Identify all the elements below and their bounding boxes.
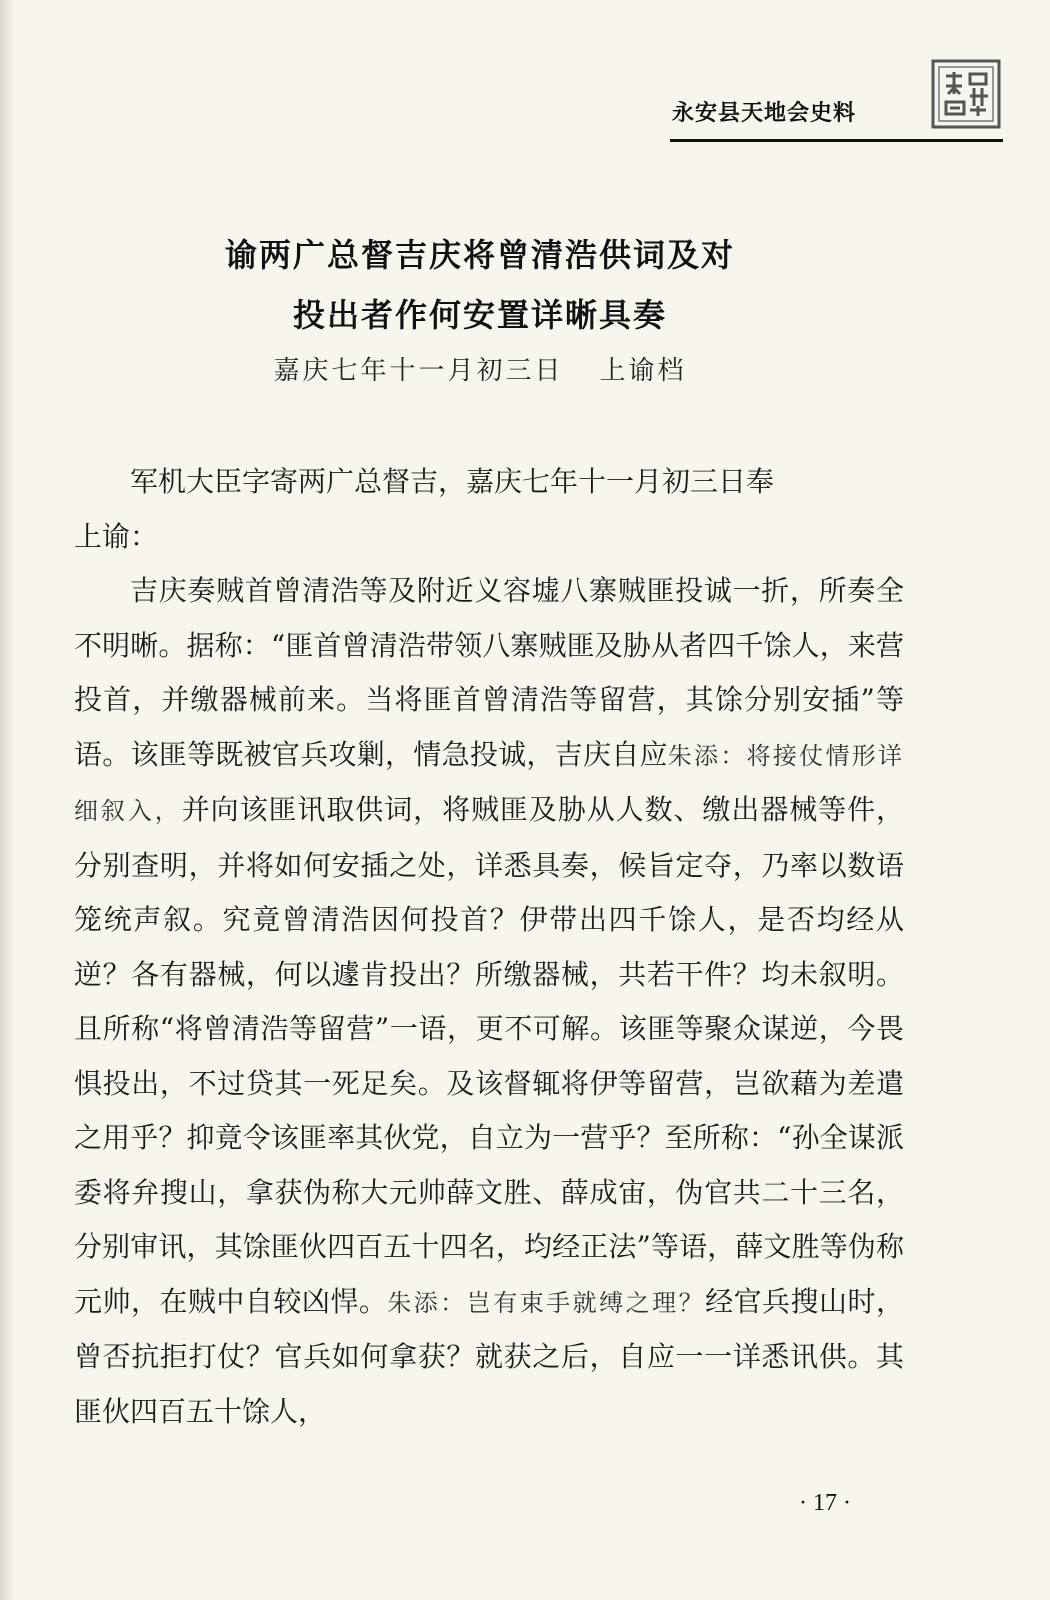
document-title-line-2: 投出者作何安置详晰具奏: [292, 296, 667, 334]
document-title-line-1: 谕两广总督吉庆将曾清浩供词及对: [224, 236, 735, 274]
paragraph-decree-heading: [74, 510, 904, 565]
document-date: 嘉庆七年十一月初三日: [273, 356, 564, 386]
paragraph-opening: [74, 455, 904, 510]
body-text-segment: 吉庆奏贼首曾清浩等及附近义容墟八寨贼匪投诚一折，所奏全不明晰。据称：“匪首曾清浩带领八寨贼匪及胁从者四千馀人，来营投首，并缴器械前来。当将匪首曾清浩等留营，其馀分别安插”等语。该匪等既被官兵攻剿，情急投诚，吉庆自应: [74, 574, 904, 771]
body-text-segment: 并向该匪讯取供词，将贼匪及胁从人数、缴出器械等件，分别查明，并将如何安插之处，详悉具奏，候旨定夺，乃率以数语笼统声叙。究竟曾清浩因何投首？伊带出四千馀人，是否均经从逆？各有器械，何以遽肯投出？所缴器械，共若干件？均未叙明。且所称“将曾清浩等留营”一语，更不可解。该匪等聚众谋逆，今畏惧投出，不过贷其一死足矣。及该督辄将伊等留营，岂欲藉为差遣之用乎？抑竟令该匪率其伙党，自立为一营乎？至所称：“孙全谋派委将弁搜山，拿获伪称大元帅薛文胜、薛成宙，伪官共二十三名，分别审讯，其馀匪伙四百五十四名，均经正法”等语，薛文胜等伪称元帅，在贼中自较凶悍。: [74, 793, 904, 1318]
document-source: 上谕档: [599, 356, 687, 386]
decree-heading-text: 上谕：: [74, 519, 159, 553]
seal-stamp-icon: [930, 58, 1002, 130]
running-title: 永安县天地会史料: [672, 101, 857, 126]
header-rule: [670, 139, 1003, 142]
body-text-segment: 经官兵搜山时，曾否抗拒打仗？官兵如何拿获？就获之后，自应一一详悉讯供。其匪伙四百五十馀人，: [74, 1284, 904, 1428]
vermilion-annotation: 朱添：将接仗情形详细叙入，: [74, 741, 904, 825]
paragraph-main: [74, 564, 904, 1439]
document-body: [74, 455, 904, 1439]
opening-text: 军机大臣字寄两广总督吉，嘉庆七年十一月初三日奉: [130, 465, 775, 498]
page-number: · 17 ·: [799, 1490, 851, 1516]
document-subtitle: [0, 350, 960, 387]
vermilion-annotation: 朱添：岂有束手就缚之理？: [387, 1288, 706, 1317]
